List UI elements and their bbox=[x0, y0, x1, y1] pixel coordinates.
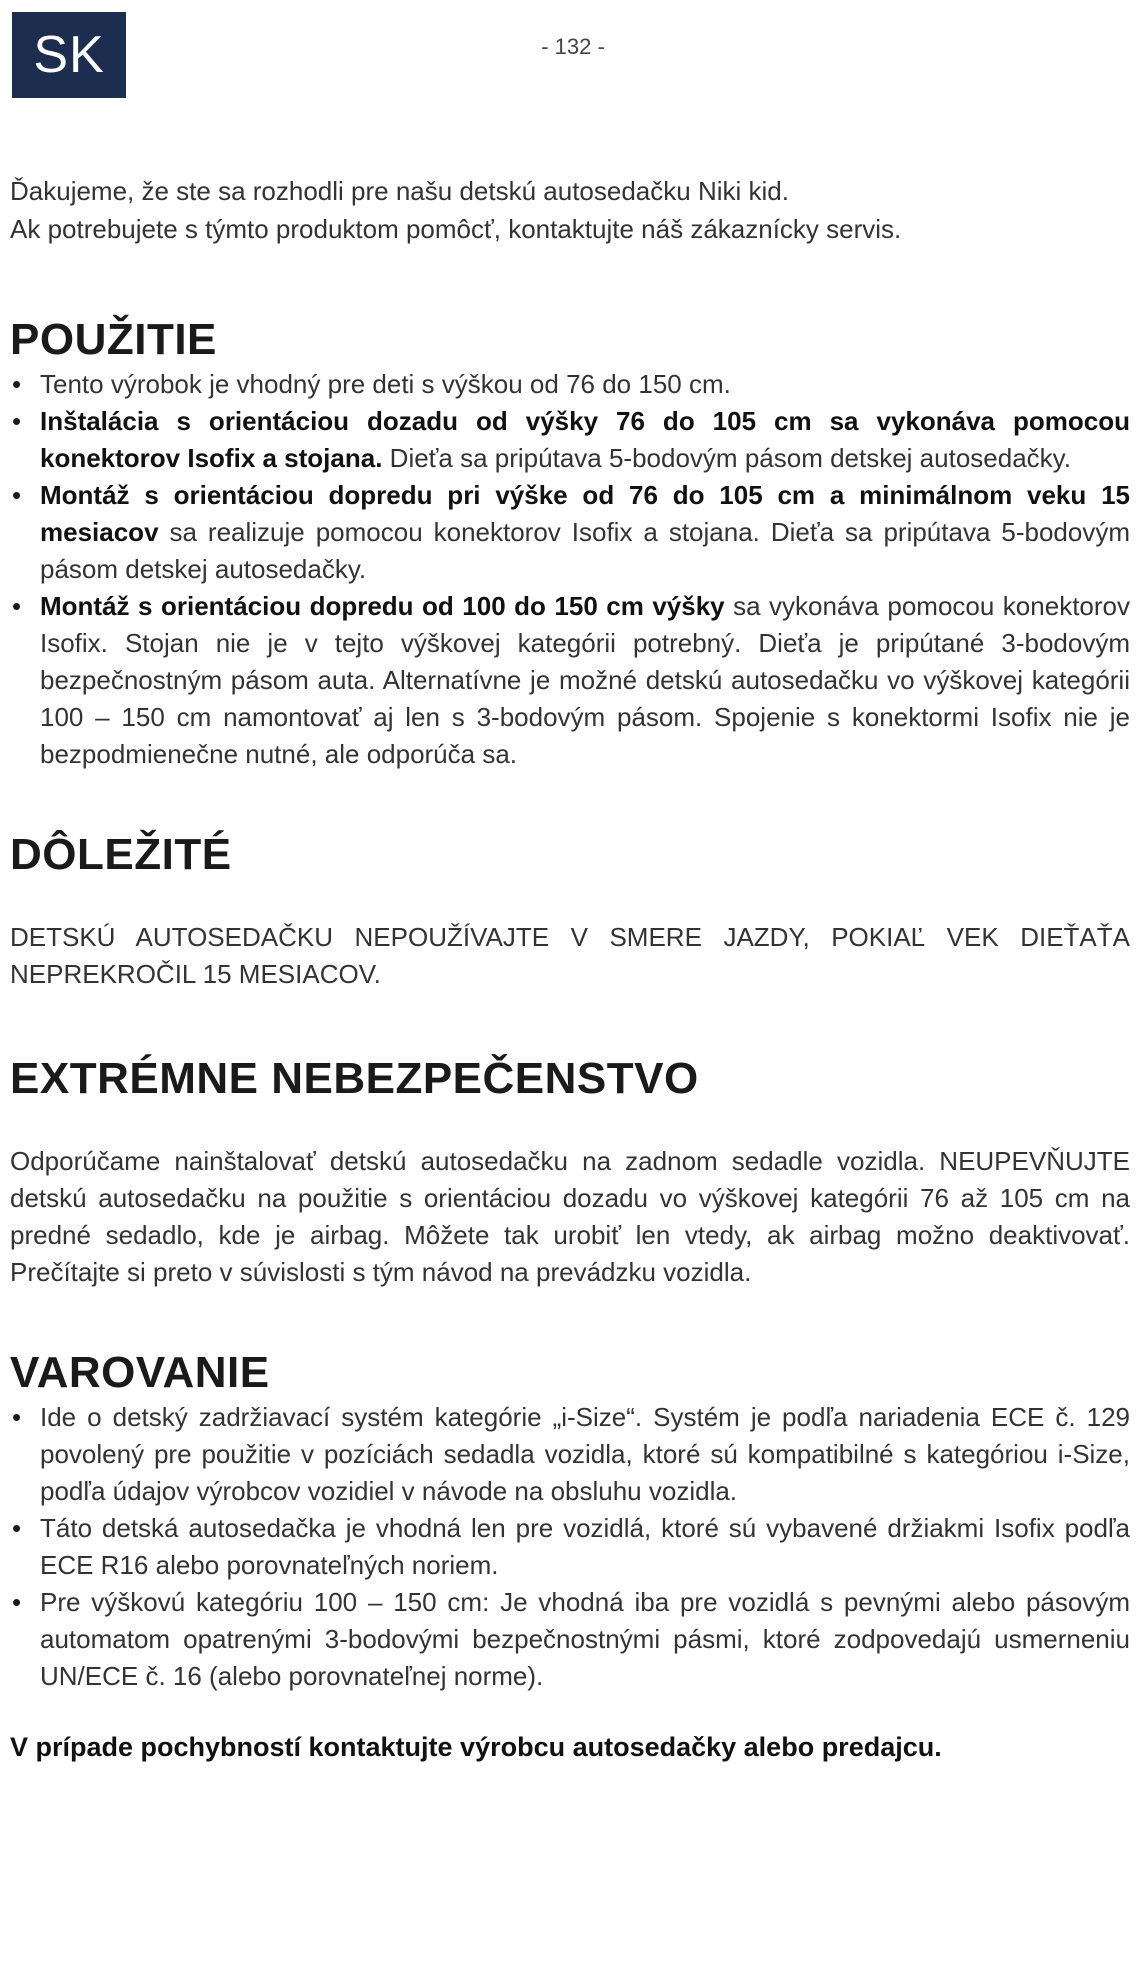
warning-item-2 bbox=[10, 1510, 1130, 1584]
intro-line-2: Ak potrebujete s týmto produktom pomôcť, kontaktujte náš zákaznícky servis. bbox=[10, 214, 902, 244]
bullet-dot: • bbox=[12, 406, 22, 436]
document-body bbox=[10, 172, 1130, 1792]
intro bbox=[10, 172, 1130, 248]
important-heading: DÔLEŽITÉ bbox=[10, 830, 232, 879]
usage-item-4-bold: Montáž s orientáciou dopredu od 100 do 150 cm výšky bbox=[40, 591, 725, 621]
usage-item-2-text: Dieťa sa pripútava 5-bodovým pásom detskej autosedačky. bbox=[382, 443, 1071, 473]
usage-item-3-bold: Montáž s orientáciou dopredu pri výške od 76 do 105 cm a minimálnom veku 15 mesiacov bbox=[40, 480, 1130, 547]
warning-item-3 bbox=[10, 1584, 1130, 1695]
usage-item-3 bbox=[10, 477, 1130, 588]
bullet-dot: • bbox=[12, 480, 22, 510]
usage-item-4-text: sa vykonáva pomocou konektorov Isofix. Stojan nie je v tejto výškovej kategórii potrebný. Dieťa je pripútané 3-bodovým bezpečnostným pásom auta. Alternatívne je možné detskú autosedačku vo výškovej kategórii 100 – 150 cm namontovať aj len s 3-bodovým pásom. Spojenie s konektormi Isofix nie je bezpodmienečne nutné, ale odporúča sa. bbox=[40, 591, 1130, 769]
warning-item-2-text: Táto detská autosedačka je vhodná len pre vozidlá, ktoré sú vybavené držiakmi Isofix podľa ECE R16 alebo porovnateľných noriem. bbox=[40, 1513, 1130, 1580]
intro-line-1: Ďakujeme, že ste sa rozhodli pre našu detskú autosedačku Niki kid. bbox=[10, 176, 789, 206]
final-note: V prípade pochybností kontaktujte výrobcu autosedačky alebo predajcu. bbox=[10, 1732, 942, 1762]
bullet-dot: • bbox=[12, 369, 22, 399]
usage-item-1-text: Tento výrobok je vhodný pre deti s výškou od 76 do 150 cm. bbox=[40, 369, 731, 399]
danger-heading: EXTRÉMNE NEBEZPEČENSTVO bbox=[10, 1054, 699, 1103]
bullet-dot: • bbox=[12, 1513, 22, 1543]
bullet-dot: • bbox=[12, 1587, 22, 1617]
page-number: - 132 - bbox=[541, 34, 605, 59]
usage-heading: POUŽITIE bbox=[10, 315, 217, 364]
usage-item-2 bbox=[10, 403, 1130, 477]
danger-text: Odporúčame nainštalovať detskú autosedačku na zadnom sedadle vozidla. NEUPEVŇUJTE detskú autosedačku na použitie s orientáciou dozadu vo výškovej kategórii 76 až 105 cm na predné sedadlo, kde je airbag. Môžete tak urobiť len vtedy, ak airbag možno deaktivovať. Prečítajte si preto v súvislosti s tým návod na prevádzku vozidla. bbox=[10, 1146, 1130, 1287]
usage-list bbox=[10, 366, 1130, 773]
usage-item-2-bold: Inštalácia s orientáciou dozadu od výšky 76 do 105 cm sa vykonáva pomocou konektorov Isofix a stojana. bbox=[40, 406, 1130, 473]
language-badge: SK bbox=[12, 12, 126, 98]
warning-item-1-text: Ide o detský zadržiavací systém kategórie „i-Size“. Systém je podľa nariadenia ECE č. 129 povolený pre použitie v pozíciách sedadla vozidla, ktoré sú kompatibilné s kategóriou i-Size, podľa údajov výrobcov vozidiel v návode na obsluhu vozidla. bbox=[40, 1402, 1130, 1506]
usage-item-3-text: sa realizuje pomocou konektorov Isofix a stojana. Dieťa sa pripútava 5-bodovým pásom detskej autosedačky. bbox=[40, 517, 1130, 584]
warning-heading: VAROVANIE bbox=[10, 1348, 270, 1397]
usage-item-1 bbox=[10, 366, 1130, 403]
warning-item-3-text: Pre výškovú kategóriu 100 – 150 cm: Je vhodná iba pre vozidlá s pevnými alebo pásovým automatom opatrenými 3-bodovými bezpečnostnými pásmi, ktoré zodpovedajú usmerneniu UN/ECE č. 16 (alebo porovnateľnej norme). bbox=[40, 1587, 1130, 1691]
warning-list bbox=[10, 1399, 1130, 1695]
bullet-dot: • bbox=[12, 591, 22, 621]
important-text: DETSKÚ AUTOSEDAČKU NEPOUŽÍVAJTE V SMERE JAZDY, POKIAĽ VEK DIEŤAŤA NEPREKROČIL 15 MESIACOV. bbox=[10, 922, 1130, 989]
warning-item-1 bbox=[10, 1399, 1130, 1510]
usage-item-4 bbox=[10, 588, 1130, 773]
bullet-dot: • bbox=[12, 1402, 22, 1432]
